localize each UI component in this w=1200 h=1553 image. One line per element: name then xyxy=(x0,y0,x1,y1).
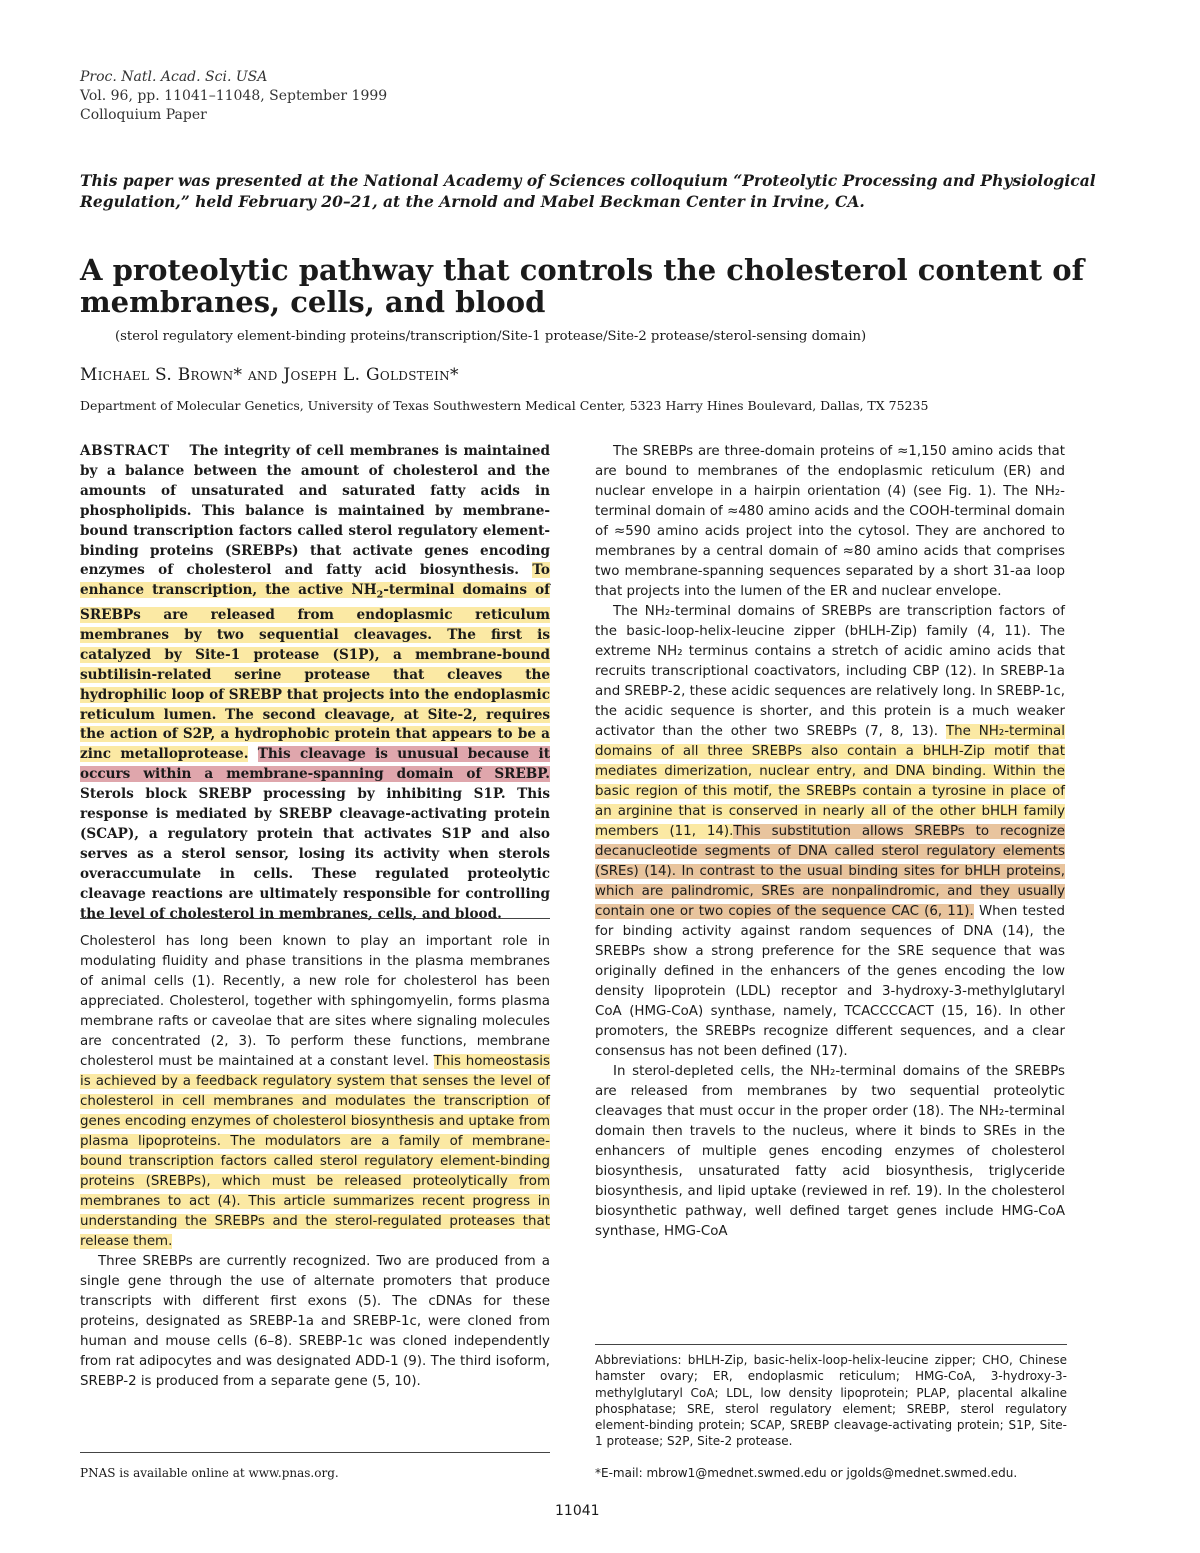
abstract-highlight-1b: -terminal domains of SREBPs are released from endoplasmic reticulum membranes by two sequential cleavages. The first is catalyzed by Site-1 protease (S1P), a membrane-bound subtilisin-related serine protease that cleaves the hydrophilic loop of SREBP that projects into the endoplasmic reticulum lumen. The second cleavage, at Site-2, requires the action of S2P, a hydrophobic protein that appears to be a zinc metalloprotease. xyxy=(80,582,550,763)
abstract-divider xyxy=(80,918,550,919)
right-p2-text-2: When tested for binding activity against random sequences of DNA (14), the SREBPs show a strong preference for the SRE sequence that was originally defined in the enhancers of the genes encoding the low density lipoprotein (LDL) receptor and 3-hydroxy-3-methylglutaryl CoA (HMG-CoA) synthase, namely, TCACCCCACT (15, 16). In other promoters, the SREBPs recognize different sequences, and a clear consensus has not been defined (17). xyxy=(595,904,1065,1059)
right-paragraph-1: The SREBPs are three-domain proteins of ≈1,150 amino acids that are bound to membranes of the endoplasmic reticulum (ER) and nuclear envelope in a hairpin orientation (4) (see Fig. 1). The NH₂-terminal domain of ≈480 amino acids and the COOH-terminal domain of ≈590 amino acids project into the cytosol. They are anchored to membranes by a central domain of ≈80 amino acids that comprises two membrane-spanning sequences separated by a short 31-aa loop that projects into the lumen of the ER and nuclear envelope. xyxy=(595,444,1065,599)
abstract-highlight-1 xyxy=(80,562,550,762)
abstract xyxy=(80,442,550,924)
subscript: 2 xyxy=(376,590,384,602)
abstract-label: ABSTRACT xyxy=(80,443,170,459)
abbreviations: Abbreviations: bHLH-Zip, basic-helix-loop-helix-leucine zipper; CHO, Chinese hamster ovary; ER, endoplasmic reticulum; HMG-CoA, 3-hydroxy-3-methylglutaryl CoA; LDL, low density lipoprotein; PLAP, placental alkaline phosphatase; SRE, sterol regulatory element; SREBP, sterol regulatory element-binding protein; SCAP, SREBP cleavage-activating protein; S1P, Site-1 protease; S2P, Site-2 protease. xyxy=(595,1353,1067,1449)
abstract-text-1: The integrity of cell membranes is maintained by a balance between the amount of cholesterol and the amounts of unsaturated and saturated fatty acids in phospholipids. This balance is maintained by membrane-bound transcription factors called sterol regulatory element-binding proteins (SREBPs) that activate genes encoding enzymes of cholesterol and fatty acid biosynthesis. xyxy=(80,443,550,579)
right-p2-text: The NH₂-terminal domains of SREBPs are transcription factors of the basic-loop-helix-leucine zipper (bHLH-Zip) family (4, 11). The extreme NH₂ terminus contains a stretch of acidic amino acids that recruits transcriptional coactivators, including CBP (12). In SREBP-1a and SREBP-2, these acidic sequences are relatively long. In SREBP-1c, the acidic sequence is shorter, and this protein is a much weaker activator than the other two SREBPs (7, 8, 13). xyxy=(595,604,1065,739)
left-body xyxy=(80,932,550,1392)
affiliation: Department of Molecular Genetics, University of Texas Southwestern Medical Center, 5323 Harry Hines Boulevard, Dallas, TX 75235 xyxy=(80,398,929,413)
paper-type: Colloquium Paper xyxy=(80,107,207,123)
right-p2-highlight-1: The NH₂-terminal domains of all three SREBPs also contain a bHLH-Zip motif that mediates dimerization, nuclear entry, and DNA binding. Within the basic region of this motif, the SREBPs contain a tyrosine in place of an arginine that is conserved in nearly all of the other bHLH family members (11, 14). xyxy=(595,724,1065,839)
right-body xyxy=(595,442,1065,1242)
abstract-highlight-2: This cleavage is unusual because it occurs within a membrane-spanning domain of SREBP. xyxy=(80,746,550,783)
authors: Michael S. Brown* and Joseph L. Goldstein* xyxy=(80,365,459,385)
left-column xyxy=(80,442,550,924)
page-number: 11041 xyxy=(555,1503,600,1519)
left-p1-highlight: This homeostasis is achieved by a feedback regulatory system that senses the level of cholesterol in cell membranes and modulates the transcription of genes encoding enzymes of cholesterol biosynthesis and uptake from plasma lipoproteins. The modulators are a family of membrane-bound transcription factors called sterol regulatory element-binding proteins (SREBPs), which must be released proteolytically from membranes to act (4). This article summarizes recent progress in understanding the SREBPs and the sterol-regulated proteases that release them. xyxy=(80,1054,550,1249)
footnote-divider-left xyxy=(80,1452,550,1453)
left-paragraph-1 xyxy=(80,932,550,1252)
abstract-highlight-1a: To enhance transcription, the active NH xyxy=(80,562,550,599)
abstract-text-2: Sterols block SREBP processing by inhibiting S1P. This response is mediated by SREBP cleavage-activating protein (SCAP), a regulatory protein that activates S1P and also serves as a sterol sensor, losing its activity when sterols overaccumulate in cells. These regulated proteolytic cleavage reactions are ultimately responsible for controlling the level of cholesterol in membranes, cells, and blood. xyxy=(80,786,550,922)
email-footnote: *E-mail: mbrow1@mednet.swmed.edu or jgolds@mednet.swmed.edu. xyxy=(595,1466,1018,1480)
paper-title: A proteolytic pathway that controls the cholesterol content of membranes, cells, and blood xyxy=(80,253,1085,319)
journal-header xyxy=(80,68,387,125)
right-p2-highlight-2: This substitution allows SREBPs to recognize decanucleotide segments of DNA called sterol regulatory elements (SREs) (14). In contrast to the usual binding sites for bHLH proteins, which are palindromic, SREs are nonpalindromic, and they usually contain one or two copies of the sequence CAC (6, 11). xyxy=(595,824,1065,919)
volume-line: Vol. 96, pp. 11041–11048, September 1999 xyxy=(80,88,388,104)
left-paragraph-2: Three SREBPs are currently recognized. Two are produced from a single gene through the use of alternate promoters that produce transcripts with different first exons (5). The cDNAs for these proteins, designated as SREBP-1a and SREBP-1c, were cloned from human and mouse cells (6–8). SREBP-1c was cloned independently from rat adipocytes and was designated ADD-1 (9). The third isoform, SREBP-2 is produced from a separate gene (5, 10). xyxy=(80,1254,550,1389)
left-p1-text: Cholesterol has long been known to play an important role in modulating fluidity and phase transitions in the plasma membranes of animal cells (1). Recently, a new role for cholesterol has been appreciated. Cholesterol, together with sphingomyelin, forms plasma membrane rafts or caveolae that are sites where signaling molecules are concentrated (2, 3). To perform these functions, membrane cholesterol must be maintained at a constant level. xyxy=(80,934,550,1069)
right-paragraph-3: In sterol-depleted cells, the NH₂-terminal domains of the SREBPs are released from membranes by two sequential proteolytic cleavages that must occur in the proper order (18). The NH₂-terminal domain then travels to the nucleus, where it binds to SREs in the enhancers of multiple genes encoding enzymes of cholesterol biosynthesis, unsaturated fatty acid biosynthesis, triglyceride biosynthesis, and lipid uptake (reviewed in ref. 19). In the cholesterol biosynthetic pathway, well defined target genes include HMG-CoA synthase, HMG-CoA xyxy=(595,1064,1065,1239)
journal-name: Proc. Natl. Acad. Sci. USA xyxy=(80,69,268,85)
colloquium-note: This paper was presented at the National Academy of Sciences colloquium “Proteolytic Processing and Physiological Regulation,” held February 20–21, at the Arnold and Mabel Beckman Center in Irvine, CA. xyxy=(80,171,1096,211)
footnote-divider-right xyxy=(595,1344,1067,1345)
pnas-online-note: PNAS is available online at www.pnas.org. xyxy=(80,1466,339,1480)
right-paragraph-2 xyxy=(595,602,1065,1062)
keywords: (sterol regulatory element-binding proteins/transcription/Site-1 protease/Site-2 protease/sterol-sensing domain) xyxy=(115,329,867,344)
